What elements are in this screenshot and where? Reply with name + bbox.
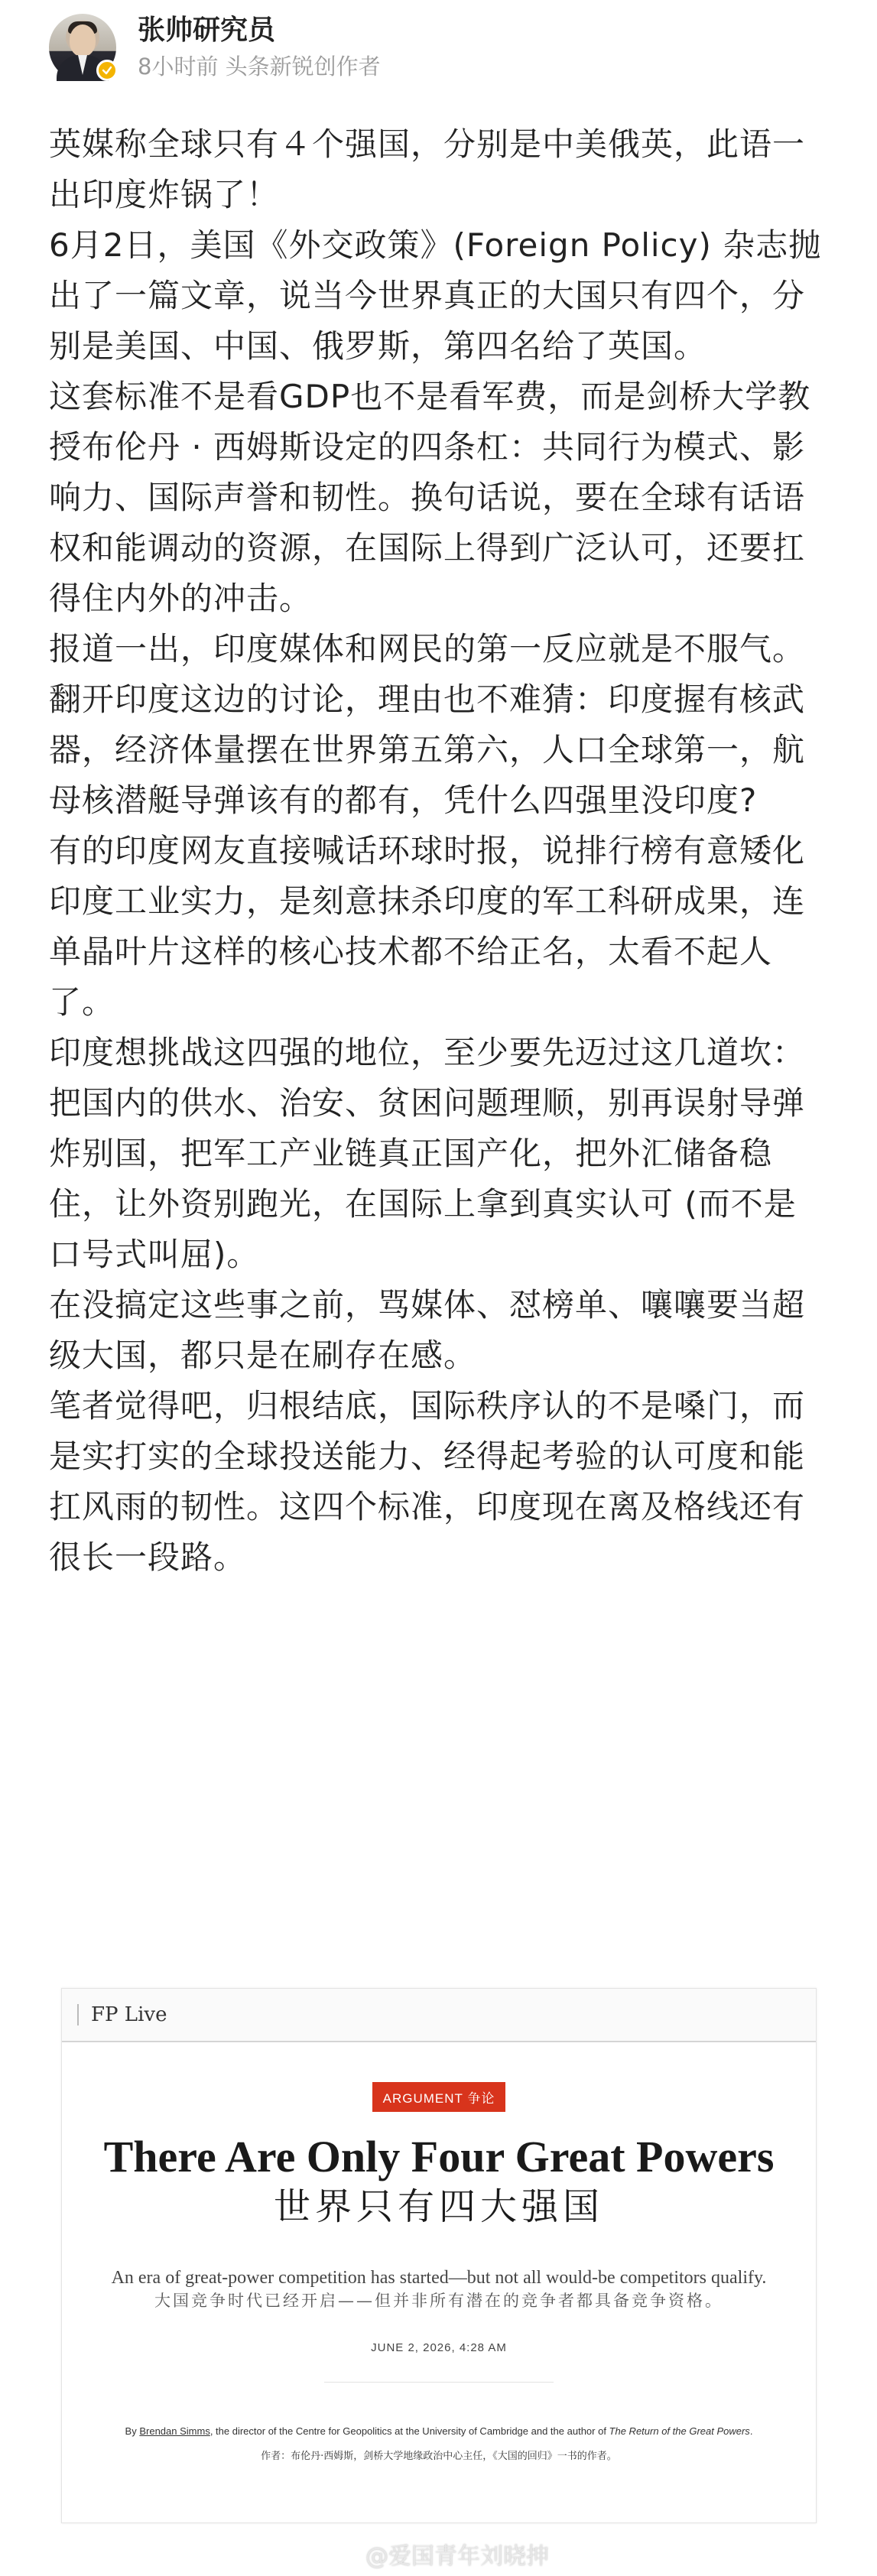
- fp-subtitle-zh: 大国竞争时代已经开启——但并非所有潜在的竞争者都具备竞争资格。: [154, 2292, 723, 2310]
- author-name[interactable]: 张帅研究员: [138, 15, 276, 46]
- byline-rest: , the director of the Centre for Geopolitics at the University of Cambridge and the author of: [210, 2425, 609, 2437]
- fp-date: JUNE 2, 2026, 4:28 AM: [371, 2341, 507, 2354]
- article-paragraph: 这套标准不是看GDP也不是看军费，而是剑桥大学教授布伦丹 · 西姆斯设定的四条杠：共同行为模式、影响力、国际声誉和韧性。换句话说，要在全球有话语权和能调动的资源，在国际上得到广泛认可，还要扛得住内外的冲击。: [49, 378, 811, 617]
- fp-article-image[interactable]: [61, 1988, 817, 2523]
- watermark-text: @爱国青年刘晓抻: [365, 2543, 549, 2570]
- byline-end: .: [749, 2425, 753, 2437]
- article-body: [49, 119, 829, 1583]
- avatar-face: [70, 24, 96, 57]
- fp-divider-rule: [77, 2004, 79, 2025]
- article-paragraph: 有的印度网友直接喊话环球时报，说排行榜有意矮化印度工业实力，是刻意抹杀印度的军工科研成果，连单晶叶片这样的核心技术都不给正名，太看不起人了。: [49, 832, 806, 1021]
- article-paragraph: 笔者觉得吧，归根结底，国际秩序认的不是嗓门，而是实打实的全球投送能力、经得起考验的认可度和能扛风雨的韧性。这四个标准，印度现在离及格线还有很长一段路。: [49, 1387, 806, 1576]
- author-info: [138, 13, 381, 82]
- article-paragraph: 英媒称全球只有４个强国，分别是中美俄英，此语一出印度炸锅了！: [49, 125, 806, 213]
- watermark: [329, 2537, 549, 2571]
- fp-logo: FP Live: [91, 2003, 167, 2026]
- argument-tag: ARGUMENT 争论: [372, 2082, 506, 2112]
- fp-byline-zh: 作者：布伦丹·西姆斯，剑桥大学地缘政治中心主任，《大国的回归》一书的作者。: [261, 2451, 617, 2462]
- checkmark-icon: [102, 65, 112, 76]
- byline-book: The Return of the Great Powers: [609, 2425, 750, 2437]
- fp-subtitle-en: An era of great-power competition has started—but not all would-be competitors qualify.: [111, 2268, 767, 2288]
- article-paragraph: 印度想挑战这四强的地位，至少要先迈过这几道坎：把国内的供水、治安、贫困问题理顺，别再误射导弹炸别国，把军工产业链真正国产化，把外汇储备稳住，让外资别跑光，在国际上拿到真实认可 (而不是口号式叫屈)。: [49, 1034, 806, 1273]
- author-meta: 8小时前 头条新锐创作者: [138, 54, 381, 80]
- weibo-icon: [329, 2542, 359, 2565]
- author-header: [49, 9, 381, 86]
- article-paragraph: 6月2日，美国《外交政策》(Foreign Policy) 杂志抛出了一篇文章，说当今世界真正的大国只有四个，分别是美国、中国、俄罗斯，第四名给了英国。: [49, 226, 822, 365]
- fp-title-zh: 世界只有四大强国: [273, 2185, 604, 2228]
- avatar[interactable]: [49, 14, 116, 81]
- verified-badge-icon: [96, 60, 118, 81]
- fp-separator: [324, 2382, 554, 2383]
- fp-topbar: [62, 1989, 816, 2042]
- fp-title-en: There Are Only Four Great Powers: [103, 2132, 775, 2181]
- article-paragraph: 在没搞定这些事之前，骂媒体、怼榜单、嚷嚷要当超级大国，都只是在刷存在感。: [49, 1286, 806, 1374]
- article-paragraph: 报道一出，印度媒体和网民的第一反应就是不服气。翻开印度这边的讨论，理由也不难猜：印度握有核武器，经济体量摆在世界第五第六，人口全球第一，航母核潜艇导弹该有的都有，凭什么四强里没印度?: [49, 630, 806, 819]
- byline-prefix: By: [125, 2425, 140, 2437]
- fp-content: [62, 2042, 816, 2464]
- byline-author-link[interactable]: Brendan Simms: [139, 2425, 210, 2437]
- fp-byline-en: [62, 2424, 816, 2438]
